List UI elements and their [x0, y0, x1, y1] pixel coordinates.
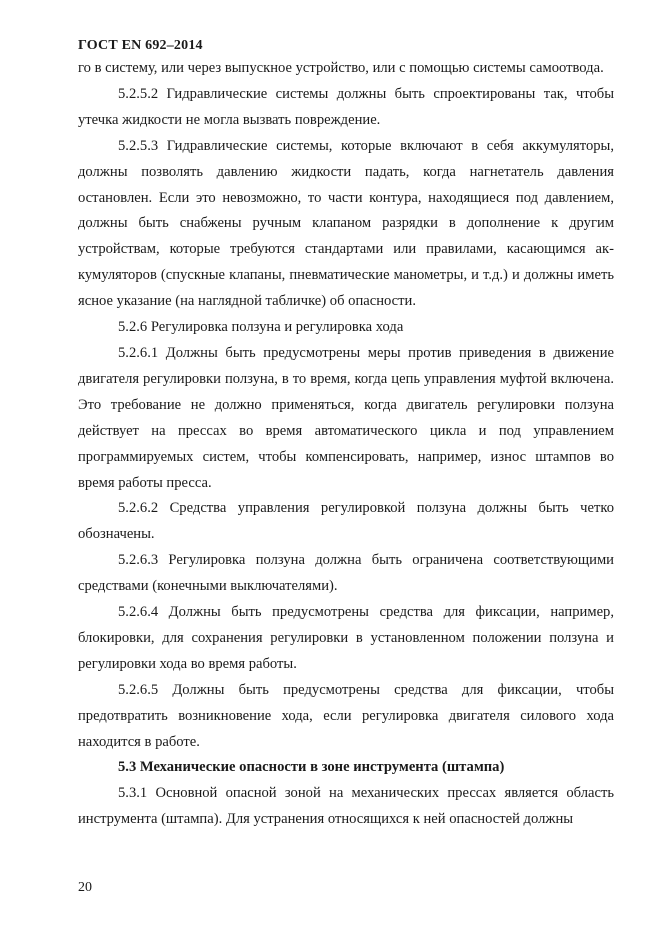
document-body	[78, 56, 614, 833]
section-heading-5-3: 5.3 Механические опасности в зоне инструмента (штампа)	[118, 759, 505, 776]
document-header: ГОСТ EN 692–2014	[78, 38, 203, 53]
paragraph-5-2-6-3: 5.2.6.3 Регулировка ползуна должна быть ограничена соответствующими средствами (конечными выключателями).	[78, 552, 614, 595]
section-heading-5-2-6: 5.2.6 Регулировка ползуна и регулировка хода	[118, 319, 404, 336]
paragraph-continuation: го в систему, или через выпускное устройство, или с помощью системы самоотвода.	[78, 60, 604, 76]
paragraph-5-2-6-5: 5.2.6.5 Должны быть предусмотрены средства для фиксации, чтобы предотвратить возникновение хода, если регулировка двигателя силового хода находится в работе.	[78, 681, 614, 750]
paragraph-5-3-1: 5.3.1 Основной опасной зоной на механических прессах является область инструмента (штампа). Для устранения относящихся к ней опасностей должны	[78, 785, 614, 828]
paragraph-5-2-6-4: 5.2.6.4 Должны быть предусмотрены средства для фиксации, например, блокировки, для сохранения регулировки в установленном положении ползуна и регулировки хода во время работы.	[78, 604, 614, 672]
paragraph-5-2-5-2: 5.2.5.2 Гидравлические системы должны быть спроектированы так, чтобы утечка жидкости не могла вызвать повреждение.	[78, 85, 614, 128]
paragraph-5-2-6-2: 5.2.6.2 Средства управления регулировкой ползуна должны быть четко обозначены.	[78, 500, 614, 543]
page-number: 20	[78, 880, 92, 895]
paragraph-5-2-5-3: 5.2.5.3 Гидравлические системы, которые включают в себя аккумуляторы, должны позволять давлению жидкости падать, когда нагнетатель давления остановлен. Если это невозможно, то части контура, находящиеся под давлением, должны быть снабжены ручным клапаном разрядки в дополнение к другим устройствам, которые требуются стандартами или правилами, касающимся аккумуляторов (спускные клапаны, пневматические манометры, и т.д.) и должны иметь ясное указание (на наглядной табличке) об опасности.	[78, 137, 614, 310]
paragraph-5-2-6-1: 5.2.6.1 Должны быть предусмотрены меры против приведения в движение двигателя регулировки ползуна, в то время, когда цепь управления муфтой включена. Это требование не должно применяться, когда двигатель регулировки ползуна действует на прессах во время автоматического цикла и под управлением программируемых систем, чтобы компенсировать, например, износ штампов во время работы пресса.	[78, 344, 614, 491]
